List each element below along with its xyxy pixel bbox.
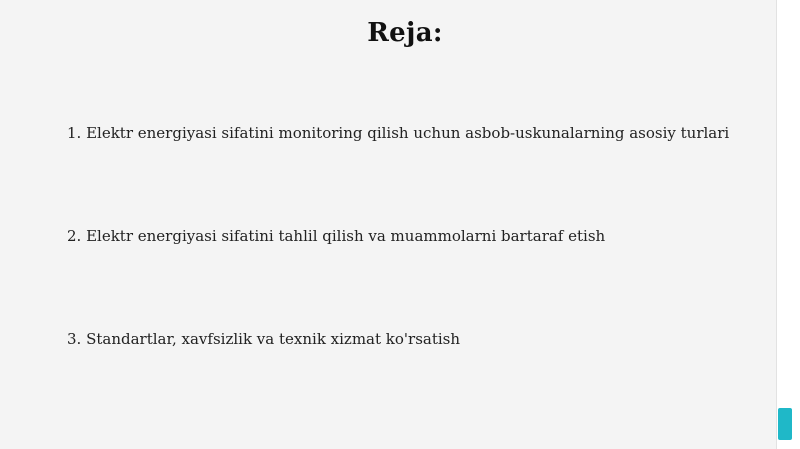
vertical-scrollbar-thumb[interactable] <box>778 408 792 440</box>
plan-item-1: 1. Elektr energiyasi sifatini monitoring qilish uchun asbob-uskunalarning asosiy turlari <box>67 124 730 142</box>
vertical-scrollbar-track[interactable] <box>776 0 800 449</box>
slide-title: Reja: <box>367 18 443 48</box>
plan-item-2: 2. Elektr energiyasi sifatini tahlil qilish va muammolarni bartaraf etish <box>67 227 606 245</box>
plan-item-3: 3. Standartlar, xavfsizlik va texnik xizmat ko'rsatish <box>67 330 461 348</box>
